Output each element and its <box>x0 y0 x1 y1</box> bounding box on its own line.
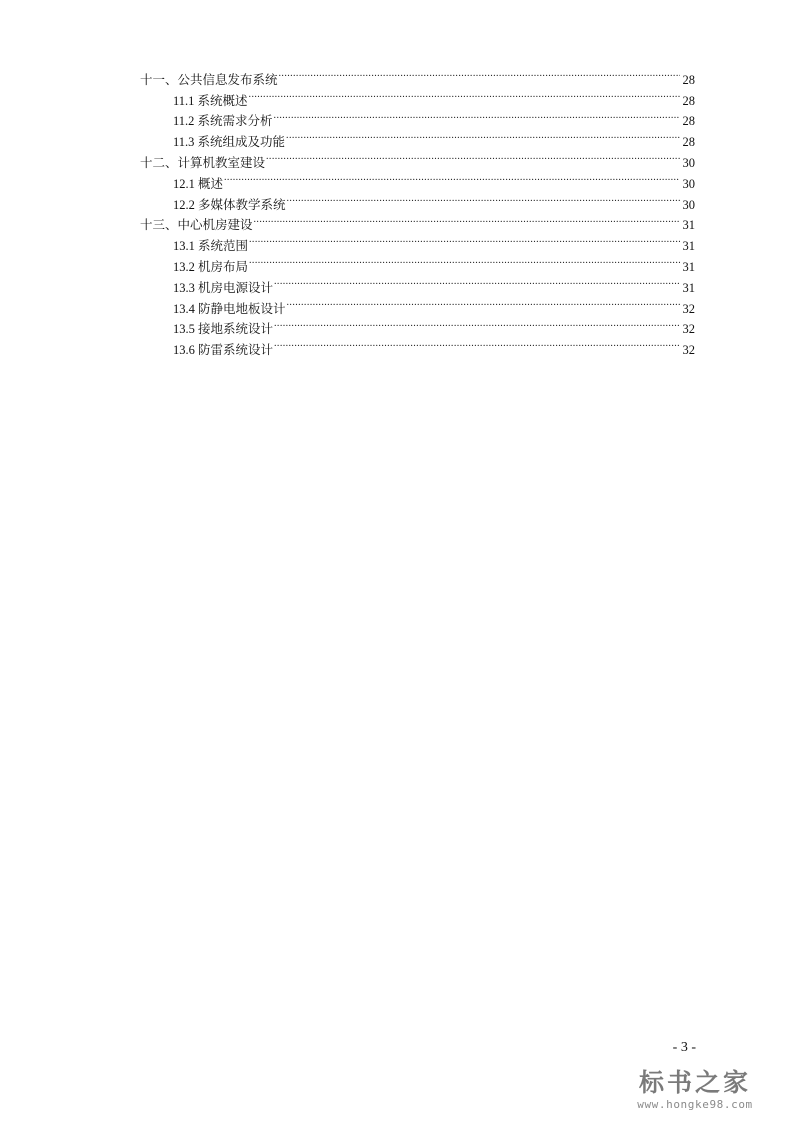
toc-entry-page: 31 <box>682 259 695 274</box>
toc-entry-page: 31 <box>682 218 695 233</box>
toc-dot-leader <box>287 292 680 313</box>
toc-dot-leader <box>249 229 680 250</box>
toc-entry-title: 11.3 系统组成及功能 <box>173 135 286 150</box>
toc-entry-page: 28 <box>682 135 695 150</box>
toc-entry[interactable] <box>140 167 695 191</box>
toc-dot-leader <box>286 125 680 146</box>
toc-entry-page: 31 <box>682 280 695 295</box>
toc-entry-page: 28 <box>682 72 695 87</box>
toc-entry-page: 32 <box>682 301 695 316</box>
toc-entry-title: 13.2 机房布局 <box>173 259 249 274</box>
toc-entry-page: 30 <box>682 176 695 191</box>
toc-entry-page: 28 <box>682 93 695 108</box>
watermark-url: www.hongke98.com <box>637 1098 753 1111</box>
toc-entry-title: 十一、公共信息发布系统 <box>140 72 278 87</box>
toc-dot-leader <box>254 209 680 230</box>
toc-entry-title: 12.1 概述 <box>173 176 224 191</box>
toc-entry-title: 13.4 防静电地板设计 <box>173 301 286 316</box>
toc-entry-title: 13.3 机房电源设计 <box>173 280 274 295</box>
toc-entry-title: 11.1 系统概述 <box>173 93 248 108</box>
toc-entry-title: 13.5 接地系统设计 <box>173 322 274 337</box>
table-of-contents <box>140 63 695 358</box>
toc-dot-leader <box>274 105 680 126</box>
toc-dot-leader <box>249 84 680 105</box>
toc-entry-page: 28 <box>682 114 695 129</box>
toc-dot-leader <box>279 63 680 84</box>
toc-entry-title: 13.1 系统范围 <box>173 239 249 254</box>
page-number: - 3 - <box>672 1040 696 1055</box>
toc-entry-title: 十二、计算机教室建设 <box>140 155 266 170</box>
toc-entry-title: 12.2 多媒体教学系统 <box>173 197 286 212</box>
watermark-logo <box>615 1068 775 1112</box>
toc-dot-leader <box>224 167 680 188</box>
toc-entry-page: 31 <box>682 239 695 254</box>
toc-entry-page: 30 <box>682 155 695 170</box>
toc-entry[interactable] <box>140 188 695 212</box>
watermark-title: 标书之家 <box>638 1068 751 1097</box>
toc-dot-leader <box>266 146 680 167</box>
toc-dot-leader <box>249 250 680 271</box>
toc-entry-title: 11.2 系统需求分析 <box>173 114 273 129</box>
toc-entry-page: 32 <box>682 322 695 337</box>
toc-dot-leader <box>274 333 680 354</box>
toc-entry-title: 13.6 防雷系统设计 <box>173 343 274 358</box>
toc-dot-leader <box>274 271 680 292</box>
toc-entry-title: 十三、中心机房建设 <box>140 218 253 233</box>
toc-entry-page: 32 <box>682 343 695 358</box>
toc-dot-leader <box>287 188 680 209</box>
toc-dot-leader <box>274 313 680 334</box>
toc-entry[interactable] <box>140 63 695 87</box>
toc-entry-page: 30 <box>682 197 695 212</box>
